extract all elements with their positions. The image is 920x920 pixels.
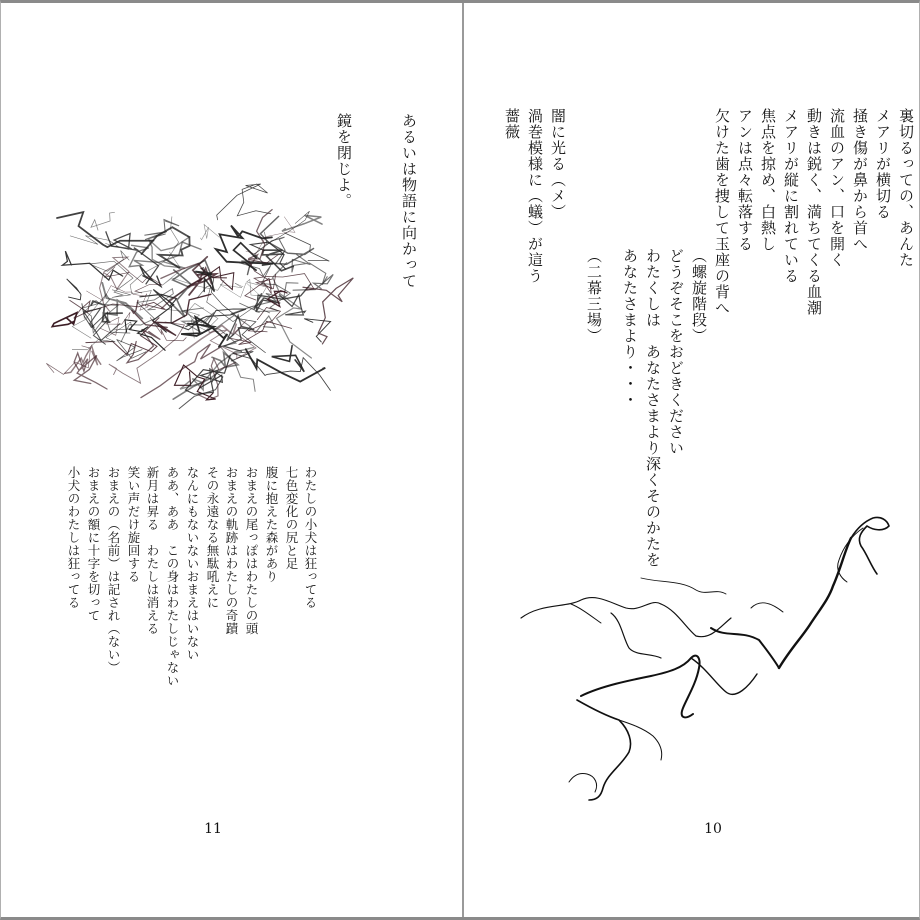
page-number-right: 10	[704, 821, 722, 837]
right-poem-line: メアリが縦に割れている	[782, 108, 800, 284]
left-poem-line: おまえの尾っぽはわたしの頭	[244, 466, 259, 635]
right-poem-line: あなたさまより・・・	[621, 248, 639, 408]
right-poem-line: 流血のアン、口を開く	[828, 108, 846, 268]
right-poem-line: 裏切るっての、あんた	[897, 108, 915, 268]
left-poem-line: おまえの軌跡はわたしの奇蹟	[224, 466, 239, 635]
right-poem-line: （二幕三場）	[585, 248, 603, 344]
left-top-line-1: あるいは物語に向かって	[400, 113, 418, 289]
right-poem-line: 闇に光る（メ）	[549, 108, 567, 220]
right-poem-line: 動きは鋭く、満ちてくる血潮	[805, 108, 823, 316]
flowing-line-illustration	[511, 508, 891, 808]
right-poem-line: 薔薇	[503, 108, 521, 140]
left-poem-line: 小犬のわたしは狂ってる	[66, 466, 81, 609]
left-poem-line: 腹に抱えた森があり	[264, 466, 279, 583]
right-poem-line: （螺旋階段）	[690, 248, 708, 344]
left-poem-line: ああ、ああ この身はわたしじゃない	[165, 466, 180, 687]
left-poem-line: なんにもないないおまえはいない	[185, 466, 200, 661]
left-poem-line: 七色変化の尻と足	[284, 466, 299, 570]
left-poem-line: 笑い声だけ旋回する	[126, 466, 141, 583]
page-gutter	[462, 3, 464, 917]
left-poem-line: おまえの額に十字を切って	[86, 466, 101, 622]
left-top-line-2: 鏡を閉じよ。	[335, 113, 353, 209]
left-poem-line: その永遠なる無駄吼えに	[205, 466, 220, 609]
right-poem-line: どうぞそこをおどきください	[667, 248, 685, 456]
left-poem-line: 新月は昇る わたしは消える	[145, 466, 160, 635]
page-number-left: 11	[204, 821, 222, 837]
right-poem-line: アンは点々転落する	[736, 108, 754, 252]
right-poem-line: わたくしは あなたさまより深くそのかたを	[644, 248, 662, 568]
left-poem-line: おまえの（名前）は記され（ない）	[106, 466, 121, 674]
right-poem-line: 欠けた歯を捜して玉座の背へ	[713, 108, 731, 316]
left-poem-line: わたしの小犬は狂ってる	[303, 466, 318, 609]
right-poem-line: 渦巻模様に（蟻）が這う	[526, 108, 544, 284]
right-poem-line: 焦点を掠め、白熱し	[759, 108, 777, 252]
right-poem-line: 掻き傷が鼻から首へ	[851, 108, 869, 252]
right-poem-line: メアリが横切る	[874, 108, 892, 220]
tangled-scribble-illustration	[21, 178, 361, 438]
